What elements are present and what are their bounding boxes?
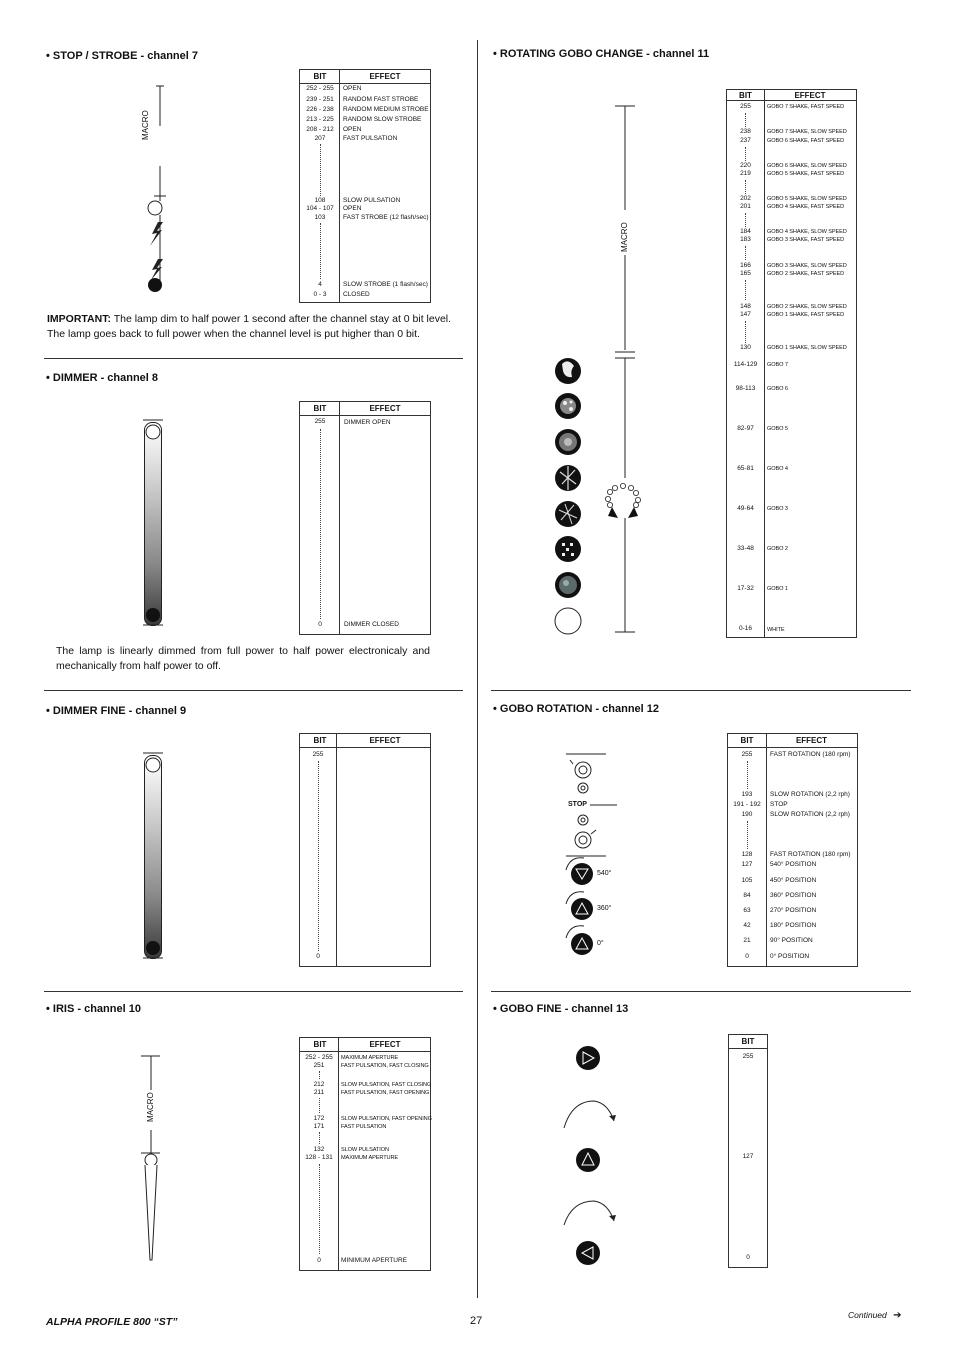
table-cell: FAST ROTATION (180 rpm) [770, 751, 851, 758]
divider-left-1 [44, 358, 463, 359]
bit-header: BIT [739, 91, 752, 100]
bit-header: BIT [740, 736, 754, 745]
gobo-rotation-table [727, 733, 858, 967]
center-column-divider [477, 40, 478, 1298]
divider-left-2 [44, 690, 463, 691]
table-cell: 17-32 [737, 585, 754, 592]
table-cell: 128 [741, 851, 753, 858]
table-cell: 108 [314, 197, 326, 204]
table-cell: 238 [740, 128, 751, 135]
table-cell: CLOSED [343, 291, 370, 298]
lightning-icon [150, 222, 163, 246]
bit-header: BIT [313, 404, 327, 413]
table-cell: DIMMER OPEN [344, 419, 391, 426]
table-cell: MAXIMUM APERTURE [341, 1155, 399, 1161]
table-cell: GOBO 1 [767, 586, 788, 592]
deg-360-label: 360° [597, 905, 612, 912]
effect-header: EFFECT [794, 91, 826, 100]
triangle-right-icon [628, 507, 638, 518]
table-cell: GOBO 5 [767, 426, 788, 432]
table-cell: 360° POSITION [770, 892, 817, 899]
open-gobo-icon [555, 608, 581, 634]
table-cell: 104 - 107 [306, 205, 334, 212]
divider-right-2 [491, 991, 911, 992]
table-cell: 0 - 3 [313, 291, 327, 298]
iris-diagram [140, 1055, 170, 1270]
table-cell: DIMMER CLOSED [344, 621, 399, 628]
table-cell: 180° POSITION [770, 922, 817, 929]
table-cell: 0 [745, 953, 749, 960]
table-cell: OPEN [343, 85, 362, 92]
table-cell: 172 [313, 1115, 325, 1122]
table-cell: 171 [313, 1123, 325, 1130]
section-title-iris: • IRIS - channel 10 [46, 1003, 141, 1015]
table-cell: FAST STROBE (12 flash/sec) [343, 214, 429, 221]
iris-macro-label: MACRO [146, 1092, 155, 1122]
table-cell: WHITE [767, 627, 785, 633]
table-cell: SLOW ROTATION (2,2 rph) [770, 811, 850, 818]
table-cell: STOP [770, 801, 788, 808]
table-cell: 84 [743, 892, 751, 899]
table-cell: GOBO 5 SHAKE, SLOW SPEED [767, 196, 847, 202]
effect-header: EFFECT [369, 72, 401, 81]
table-cell: 183 [740, 236, 751, 243]
table-cell: 202 [740, 195, 751, 202]
spiral-icon [575, 830, 596, 848]
table-cell: 226 - 238 [306, 106, 334, 113]
dimmer-gauge-marks [140, 420, 166, 630]
gobo-change-macro-label: MACRO [620, 222, 629, 252]
table-cell: 90° POSITION [770, 937, 813, 944]
table-cell: 130 [740, 344, 751, 351]
footer-model: ALPHA PROFILE 800 “ST” [46, 1316, 178, 1328]
table-cell: 255 [314, 418, 326, 425]
table-cell: SLOW PULSATION, FAST CLOSING [341, 1082, 432, 1088]
spiral-icon [578, 815, 588, 825]
gobo-7-icon [555, 358, 581, 384]
dimmer-fine-table [299, 733, 431, 967]
table-cell: 0 [746, 1254, 750, 1261]
table-cell: GOBO 2 SHAKE, FAST SPEED [767, 271, 845, 277]
table-cell: 49-64 [737, 505, 754, 512]
table-cell: SLOW PULSATION [341, 1147, 389, 1153]
bit-header: BIT [741, 1037, 755, 1046]
table-cell: GOBO 5 SHAKE, FAST SPEED [767, 171, 845, 177]
table-cell: 208 - 212 [306, 126, 334, 133]
effect-header: EFFECT [369, 736, 401, 745]
table-cell: GOBO 6 SHAKE, SLOW SPEED [767, 163, 847, 169]
section-title-gobo-change: • ROTATING GOBO CHANGE - channel 11 [493, 48, 710, 60]
dimmer-fine-gauge-marks [140, 753, 166, 963]
effect-header: EFFECT [369, 404, 401, 413]
table-cell: 63 [743, 907, 751, 914]
table-cell: 0° POSITION [770, 953, 810, 960]
table-cell: 127 [742, 1153, 754, 1160]
rotation-arrow-icon [564, 1201, 614, 1225]
table-cell: 127 [741, 861, 753, 868]
table-cell: 147 [740, 311, 751, 318]
table-cell: FAST ROTATION (180 rpm) [770, 851, 851, 858]
table-cell: RANDOM MEDIUM STROBE [343, 106, 429, 113]
table-cell: 239 - 251 [306, 96, 334, 103]
table-cell: FAST PULSATION, FAST CLOSING [341, 1063, 429, 1069]
table-cell: GOBO 7 [767, 362, 788, 368]
gobo-fine-mid-icon [576, 1148, 600, 1172]
table-cell: 255 [740, 103, 751, 110]
table-cell: 33-48 [737, 545, 754, 552]
table-cell: 4 [318, 281, 322, 288]
table-cell: 0 [316, 953, 320, 960]
iris-table [299, 1037, 431, 1271]
table-cell: 0-16 [738, 625, 752, 632]
table-cell: 212 [313, 1081, 325, 1088]
gobo-fine-table [728, 1034, 768, 1268]
table-cell: MINIMUM APERTURE [341, 1257, 407, 1264]
dimmer-note: The lamp is linearly dimmed from full power to half power electronicaly and mechanically from half power to off. [56, 645, 430, 672]
table-cell: 98-113 [735, 385, 756, 392]
gobo-change-table [726, 89, 857, 638]
section-title-dimmer-fine: • DIMMER FINE - channel 9 [46, 705, 187, 717]
gobo-fine-top-icon [576, 1046, 600, 1070]
table-cell: GOBO 7 SHAKE, SLOW SPEED [767, 129, 847, 135]
table-cell: OPEN [343, 126, 362, 133]
table-cell: 220 [740, 162, 751, 169]
divider-left-3 [44, 991, 463, 992]
table-cell: 184 [740, 228, 751, 235]
continued-label: Continued ➔ [848, 1310, 902, 1321]
gobo-1-icon [555, 572, 581, 598]
table-cell: 207 [314, 135, 326, 142]
arrow-right-icon: ➔ [893, 1310, 902, 1321]
table-cell: SLOW PULSATION, FAST OPENING [341, 1116, 432, 1122]
table-cell: 237 [740, 137, 751, 144]
page-number: 27 [470, 1315, 483, 1327]
table-cell: FAST PULSATION [343, 135, 398, 142]
table-cell: OPEN [343, 205, 362, 212]
table-cell: SLOW PULSATION [343, 197, 401, 204]
gobo-360-icon [566, 892, 593, 920]
stop-label: STOP [568, 801, 587, 808]
table-cell: 105 [741, 877, 753, 884]
gobo-6-icon [555, 393, 581, 419]
table-cell: GOBO 4 [767, 466, 788, 472]
section-title-gobo-fine: • GOBO FINE - channel 13 [493, 1003, 629, 1015]
deg-540-label: 540° [597, 870, 612, 877]
strobe-table [299, 69, 431, 303]
table-cell: GOBO 3 SHAKE, FAST SPEED [767, 237, 845, 243]
divider-right-1 [491, 690, 911, 691]
table-cell: 132 [313, 1146, 325, 1153]
section-title-strobe: • STOP / STROBE - channel 7 [46, 50, 198, 62]
table-cell: 255 [312, 751, 324, 758]
table-cell: 148 [740, 303, 751, 310]
closed-circle-icon [148, 278, 162, 292]
table-cell: GOBO 2 SHAKE, SLOW SPEED [767, 304, 847, 310]
table-cell: SLOW STROBE (1 flash/sec) [343, 281, 428, 288]
table-cell: 0 [318, 621, 322, 628]
gobo-rotation-diagram [560, 748, 620, 960]
table-cell: 255 [742, 1053, 754, 1060]
iris-cone-icon [145, 1165, 157, 1260]
table-cell: GOBO 4 SHAKE, SLOW SPEED [767, 229, 847, 235]
table-cell: 191 - 192 [733, 801, 761, 808]
table-cell: 201 [740, 203, 751, 210]
gobo-3-icon [555, 501, 581, 527]
triangle-left-icon [608, 507, 618, 518]
table-cell: SLOW ROTATION (2,2 rph) [770, 791, 850, 798]
gobo-fine-bottom-icon [576, 1241, 600, 1265]
table-cell: 165 [740, 270, 751, 277]
table-cell: 219 [740, 170, 751, 177]
table-cell: 0 [317, 1257, 321, 1264]
table-cell: 252 - 255 [306, 85, 334, 92]
table-cell: 213 - 225 [306, 116, 334, 123]
table-cell: 65-81 [737, 465, 754, 472]
open-circle-icon [148, 201, 162, 215]
table-cell: 255 [741, 751, 753, 758]
important-note: IMPORTANT: The lamp dim to half power 1 second after the channel stay at 0 bit level. The lamp goes back to full power when the channel level is put higher than 0 bit. [47, 313, 452, 340]
gobo-2-icon [555, 536, 581, 562]
table-cell: GOBO 6 SHAKE, FAST SPEED [767, 138, 845, 144]
table-cell: GOBO 7 SHAKE, FAST SPEED [767, 104, 845, 110]
gobo-fine-diagram [560, 1043, 620, 1268]
gobo-5-icon [555, 429, 581, 455]
table-cell: MAXIMUM APERTURE [341, 1055, 399, 1061]
table-cell: 21 [743, 937, 751, 944]
bit-header: BIT [313, 1040, 327, 1049]
table-cell: RANDOM SLOW STROBE [343, 116, 422, 123]
effect-header: EFFECT [369, 1040, 401, 1049]
lightning-icon [151, 259, 163, 280]
table-cell: 540° POSITION [770, 861, 817, 868]
spiral-icon [578, 783, 588, 793]
table-cell: 114-129 [733, 361, 758, 368]
table-cell: GOBO 6 [767, 386, 788, 392]
table-cell: 211 [313, 1089, 325, 1096]
rotation-arrow-icon [564, 1101, 614, 1128]
table-cell: 270° POSITION [770, 907, 817, 914]
effect-header: EFFECT [795, 736, 828, 745]
table-cell: 190 [741, 811, 753, 818]
table-cell: GOBO 2 [767, 546, 788, 552]
table-cell: 128 - 131 [305, 1154, 333, 1161]
table-cell: 193 [741, 791, 753, 798]
table-cell: 166 [740, 262, 751, 269]
table-cell: FAST PULSATION [341, 1124, 387, 1130]
bit-header: BIT [313, 736, 327, 745]
gobo-0-icon [566, 926, 593, 955]
gobo-4-icon [555, 465, 581, 491]
table-cell: GOBO 1 SHAKE, SLOW SPEED [767, 345, 847, 351]
table-cell: GOBO 3 [767, 506, 788, 512]
spiral-icon [570, 760, 591, 778]
table-cell: 82-97 [737, 425, 754, 432]
table-cell: 252 - 255 [305, 1054, 333, 1061]
table-cell: 42 [743, 922, 751, 929]
table-cell: GOBO 1 SHAKE, FAST SPEED [767, 312, 845, 318]
table-cell: 251 [313, 1062, 325, 1069]
table-cell: GOBO 4 SHAKE, FAST SPEED [767, 204, 845, 210]
table-cell: RANDOM FAST STROBE [343, 96, 419, 103]
iris-open-icon [145, 1154, 157, 1166]
table-cell: 450° POSITION [770, 877, 817, 884]
gobo-540-icon [566, 858, 593, 885]
dimmer-table [299, 401, 431, 635]
section-title-dimmer: • DIMMER - channel 8 [46, 372, 159, 384]
table-cell: FAST PULSATION, FAST OPENING [341, 1090, 430, 1096]
table-cell: GOBO 3 SHAKE, SLOW SPEED [767, 263, 847, 269]
bit-header: BIT [313, 72, 327, 81]
section-title-gobo-rotation: • GOBO ROTATION - channel 12 [493, 703, 660, 715]
deg-0-label: 0° [597, 940, 604, 947]
table-cell: 103 [314, 214, 326, 221]
gobo-change-diagram [550, 100, 650, 635]
strobe-macro-label: MACRO [141, 110, 150, 140]
